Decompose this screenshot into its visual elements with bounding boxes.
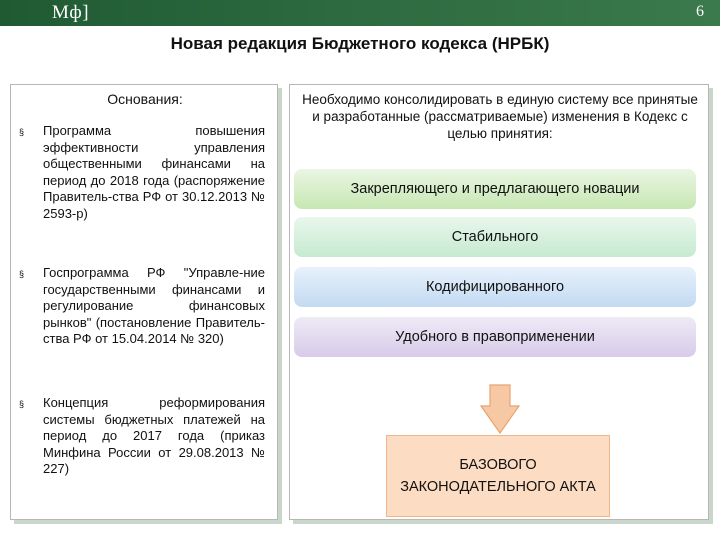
innovation-box-3: Кодифицированного xyxy=(294,267,696,307)
bullet-icon: § xyxy=(19,399,25,409)
slide-title: Новая редакция Бюджетного кодекса (НРБК) xyxy=(170,34,550,53)
page-number: 6 xyxy=(696,3,704,20)
grounds-item: Программа повышения эффективности управления общественными финансами на период до 2018 года (распоряжение Правитель-ства РФ от 30.12.2013 № 2593-р) xyxy=(43,123,265,221)
grounds-item: Госпрограмма РФ "Управле-ние государственными финансами и регулирование финансовых рынков" (постановление Правитель-ства РФ от 15.04.2014 № 320) xyxy=(43,265,265,347)
base-act-box: БАЗОВОГО ЗАКОНОДАТЕЛЬНОГО АКТА xyxy=(386,435,610,517)
grounds-heading: Основания: xyxy=(107,91,183,107)
ministry-logo: Мф] xyxy=(52,2,90,23)
down-arrow-icon xyxy=(480,384,520,434)
innovation-box-2: Стабильного xyxy=(294,217,696,257)
consolidation-panel xyxy=(289,84,709,520)
innovation-box-1: Закрепляющего и предлагающего новации xyxy=(294,169,696,209)
bullet-icon: § xyxy=(19,127,25,137)
consolidation-intro: Необходимо консолидировать в единую систему все принятые и разработанные (рассматриваемые) изменения в Кодекс с целью принятия: xyxy=(302,92,698,141)
grounds-panel xyxy=(10,84,278,520)
grounds-item: Концепция реформирования системы бюджетных платежей на период до 2017 года (приказ Минфина России от 29.08.2013 № 227) xyxy=(43,395,265,477)
bullet-icon: § xyxy=(19,269,25,279)
header-bar xyxy=(0,0,720,26)
innovation-box-4: Удобного в правоприменении xyxy=(294,317,696,357)
